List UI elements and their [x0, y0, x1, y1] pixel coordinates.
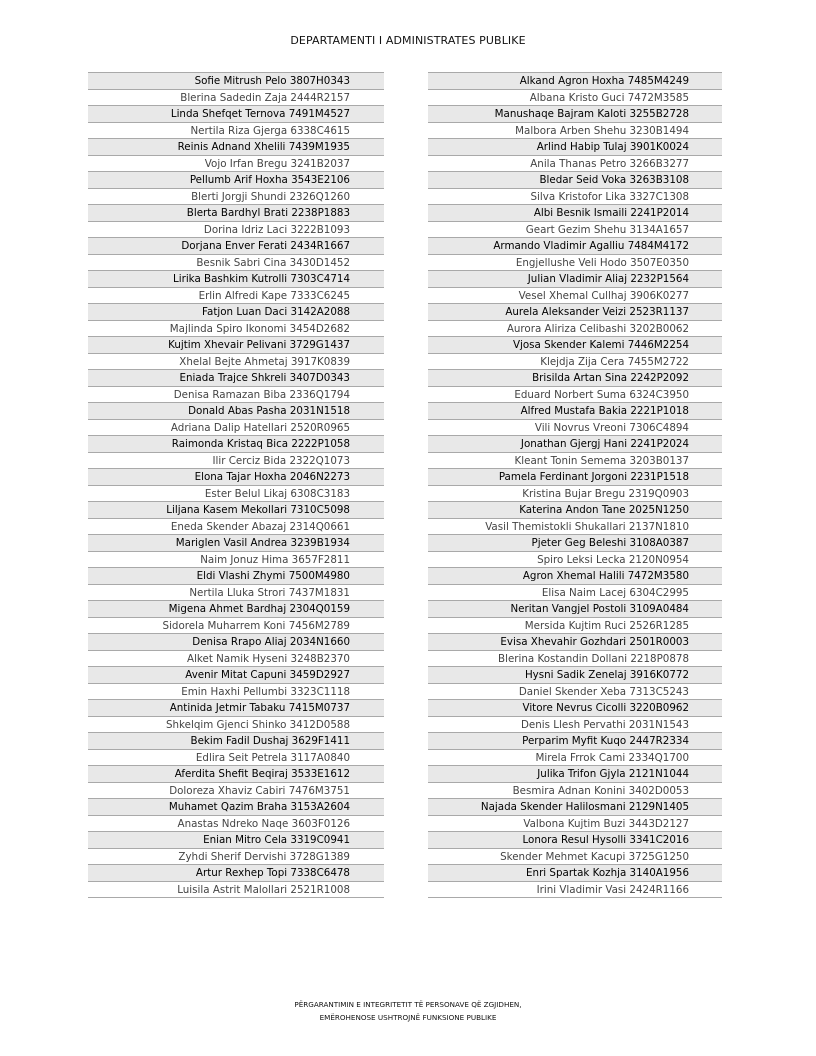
list-item: Manushaqe Bajram Kaloti 3255B2728: [428, 106, 722, 123]
list-item: Luisila Astrit Malollari 2521R1008: [88, 882, 384, 899]
list-item: Vojo Irfan Bregu 3241B2037: [88, 156, 384, 173]
list-item: Linda Shefqet Ternova 7491M4527: [88, 106, 384, 123]
list-item: Katerina Andon Tane 2025N1250: [428, 502, 722, 519]
list-item: Vasil Themistokli Shukallari 2137N1810: [428, 519, 722, 536]
list-item: Nertila Lluka Strori 7437M1831: [88, 585, 384, 602]
list-item: Pamela Ferdinant Jorgoni 2231P1518: [428, 469, 722, 486]
list-item: Jonathan Gjergj Hani 2241P2024: [428, 436, 722, 453]
footer-line-2: EMËROHENOSE USHTROJNË FUNKSIONE PUBLIKE: [319, 1013, 497, 1022]
list-item: Julian Vladimir Aliaj 2232P1564: [428, 271, 722, 288]
list-item: Muhamet Qazim Braha 3153A2604: [88, 799, 384, 816]
list-item: Mersida Kujtim Ruci 2526R1285: [428, 618, 722, 635]
list-item: Denisa Ramazan Biba 2336Q1794: [88, 387, 384, 404]
list-item: Eniada Trajce Shkreli 3407D0343: [88, 370, 384, 387]
list-item: Aurela Aleksander Veizi 2523R1137: [428, 304, 722, 321]
list-item: Elona Tajar Hoxha 2046N2273: [88, 469, 384, 486]
list-item: Silva Kristofor Lika 3327C1308: [428, 189, 722, 206]
list-item: Spiro Leksi Lecka 2120N0954: [428, 552, 722, 569]
list-item: Blerina Sadedin Zaja 2444R2157: [88, 90, 384, 107]
list-item: Bekim Fadil Dushaj 3629F1411: [88, 733, 384, 750]
list-item: Julika Trifon Gjyla 2121N1044: [428, 766, 722, 783]
list-item: Eldi Vlashi Zhymi 7500M4980: [88, 568, 384, 585]
list-item: Erlin Alfredi Kape 7333C6245: [88, 288, 384, 305]
list-item: Raimonda Kristaq Bica 2222P1058: [88, 436, 384, 453]
list-item: Naim Jonuz Hima 3657F2811: [88, 552, 384, 569]
list-item: Perparim Myfit Kuqo 2447R2334: [428, 733, 722, 750]
list-item: Anila Thanas Petro 3266B3277: [428, 156, 722, 173]
list-item: Kujtim Xhevair Pelivani 3729G1437: [88, 337, 384, 354]
list-item: Lonora Resul Hysolli 3341C2016: [428, 832, 722, 849]
list-item: Ilir Cerciz Bida 2322Q1073: [88, 453, 384, 470]
list-item: Blerina Kostandin Dollani 2218P0878: [428, 651, 722, 668]
list-item: Neritan Vangjel Postoli 3109A0484: [428, 601, 722, 618]
list-item: Vjosa Skender Kalemi 7446M2254: [428, 337, 722, 354]
list-item: Zyhdi Sherif Dervishi 3728G1389: [88, 849, 384, 866]
list-item: Vili Novrus Vreoni 7306C4894: [428, 420, 722, 437]
list-item: Xhelal Bejte Ahmetaj 3917K0839: [88, 354, 384, 371]
list-item: Geart Gezim Shehu 3134A1657: [428, 222, 722, 239]
list-item: Elisa Naim Lacej 6304C2995: [428, 585, 722, 602]
list-item: Alfred Mustafa Bakia 2221P1018: [428, 403, 722, 420]
list-item: Kleant Tonin Semema 3203B0137: [428, 453, 722, 470]
list-item: Mirela Frrok Cami 2334Q1700: [428, 750, 722, 767]
list-item: Liljana Kasem Mekollari 7310C5098: [88, 502, 384, 519]
list-item: Eneda Skender Abazaj 2314Q0661: [88, 519, 384, 536]
list-item: Hysni Sadik Zenelaj 3916K0772: [428, 667, 722, 684]
list-item: Kristina Bujar Bregu 2319Q0903: [428, 486, 722, 503]
list-item: Besmira Adnan Konini 3402D0053: [428, 783, 722, 800]
list-item: Malbora Arben Shehu 3230B1494: [428, 123, 722, 140]
list-item: Donald Abas Pasha 2031N1518: [88, 403, 384, 420]
list-item: Fatjon Luan Daci 3142A2088: [88, 304, 384, 321]
list-item: Dorjana Enver Ferati 2434R1667: [88, 238, 384, 255]
names-list-left: [88, 72, 384, 898]
list-item: Blerti Jorgji Shundi 2326Q1260: [88, 189, 384, 206]
list-item: Shkelqim Gjenci Shinko 3412D0588: [88, 717, 384, 734]
list-item: Enian Mitro Cela 3319C0941: [88, 832, 384, 849]
list-item: Pjeter Geg Beleshi 3108A0387: [428, 535, 722, 552]
list-item: Doloreza Xhaviz Cabiri 7476M3751: [88, 783, 384, 800]
list-item: Vitore Nevrus Cicolli 3220B0962: [428, 700, 722, 717]
list-item: Avenir Mitat Capuni 3459D2927: [88, 667, 384, 684]
list-item: Agron Xhemal Halili 7472M3580: [428, 568, 722, 585]
list-item: Majlinda Spiro Ikonomi 3454D2682: [88, 321, 384, 338]
list-item: Bledar Seid Voka 3263B3108: [428, 172, 722, 189]
list-item: Valbona Kujtim Buzi 3443D2127: [428, 816, 722, 833]
list-item: Edlira Seit Petrela 3117A0840: [88, 750, 384, 767]
names-list-right: [428, 72, 722, 898]
list-item: Eduard Norbert Suma 6324C3950: [428, 387, 722, 404]
list-item: Lirika Bashkim Kutrolli 7303C4714: [88, 271, 384, 288]
list-item: Vesel Xhemal Cullhaj 3906K0277: [428, 288, 722, 305]
list-item: Irini Vladimir Vasi 2424R1166: [428, 882, 722, 899]
list-item: Klejdja Zija Cera 7455M2722: [428, 354, 722, 371]
list-item: Arlind Habip Tulaj 3901K0024: [428, 139, 722, 156]
footer-line-1: PËRGARANTIMIN E INTEGRITETIT TË PERSONAVE QË ZGJIDHEN,: [294, 1000, 522, 1009]
list-item: Pellumb Arif Hoxha 3543E2106: [88, 172, 384, 189]
list-item: Albana Kristo Guci 7472M3585: [428, 90, 722, 107]
list-item: Blerta Bardhyl Brati 2238P1883: [88, 205, 384, 222]
list-item: Anastas Ndreko Naqe 3603F0126: [88, 816, 384, 833]
page-footer: [0, 998, 816, 1024]
list-item: Daniel Skender Xeba 7313C5243: [428, 684, 722, 701]
list-item: Albi Besnik Ismaili 2241P2014: [428, 205, 722, 222]
list-item: Reinis Adnand Xhelili 7439M1935: [88, 139, 384, 156]
list-item: Ester Belul Likaj 6308C3183: [88, 486, 384, 503]
list-item: Sidorela Muharrem Koni 7456M2789: [88, 618, 384, 635]
list-item: Engjellushe Veli Hodo 3507E0350: [428, 255, 722, 272]
list-item: Artur Rexhep Topi 7338C6478: [88, 865, 384, 882]
list-item: Alkand Agron Hoxha 7485M4249: [428, 73, 722, 90]
list-item: Migena Ahmet Bardhaj 2304Q0159: [88, 601, 384, 618]
list-item: Najada Skender Halilosmani 2129N1405: [428, 799, 722, 816]
list-item: Besnik Sabri Cina 3430D1452: [88, 255, 384, 272]
list-item: Enri Spartak Kozhja 3140A1956: [428, 865, 722, 882]
list-item: Alket Namik Hyseni 3248B2370: [88, 651, 384, 668]
list-item: Adriana Dalip Hatellari 2520R0965: [88, 420, 384, 437]
list-item: Brisilda Artan Sina 2242P2092: [428, 370, 722, 387]
list-item: Antinida Jetmir Tabaku 7415M0737: [88, 700, 384, 717]
list-item: Nertila Riza Gjerga 6338C4615: [88, 123, 384, 140]
list-item: Denisa Rrapo Aliaj 2034N1660: [88, 634, 384, 651]
list-item: Emin Haxhi Pellumbi 3323C1118: [88, 684, 384, 701]
page-title: DEPARTAMENTI I ADMINISTRATES PUBLIKE: [290, 34, 526, 47]
list-item: Armando Vladimir Agalliu 7484M4172: [428, 238, 722, 255]
list-item: Sofie Mitrush Pelo 3807H0343: [88, 73, 384, 90]
list-item: Dorina Idriz Laci 3222B1093: [88, 222, 384, 239]
list-item: Aurora Aliriza Celibashi 3202B0062: [428, 321, 722, 338]
list-item: Evisa Xhevahir Gozhdari 2501R0003: [428, 634, 722, 651]
list-item: Denis Llesh Pervathi 2031N1543: [428, 717, 722, 734]
list-item: Mariglen Vasil Andrea 3239B1934: [88, 535, 384, 552]
list-item: Aferdita Shefit Beqiraj 3533E1612: [88, 766, 384, 783]
list-item: Skender Mehmet Kacupi 3725G1250: [428, 849, 722, 866]
